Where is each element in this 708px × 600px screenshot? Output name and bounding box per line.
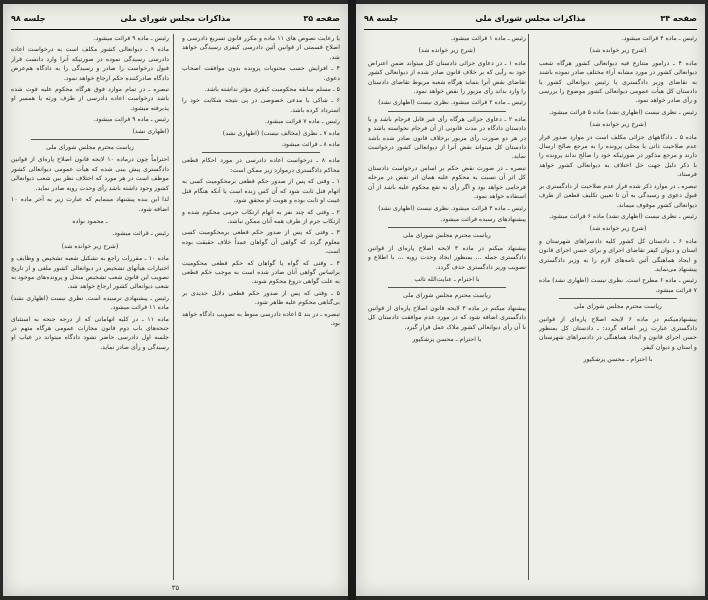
paragraph: ماده ۵ ـ دادگاههای جزائی مکلف است در موارد صدور قرار عدم صلاحیت ذاتی یا محلی پرونده را به مرجع صالح ارسال دارند و مرجع مذکور در صورتیکه خود را صالح نداند پرونده را با ذکر دلیل جهت حل اختلاف به دیوانعالی کشور خواهد فرستاد. bbox=[539, 133, 697, 179]
paragraph: ۳ ـ وقتی که پس از صدور حکم قطعی برمحکومیت کسی معلوم گردد که گواهی آن گواهان عمداً خلاف حقیقت بوده است. bbox=[182, 229, 340, 256]
paragraph: ماده ۱۰ ـ مقررات راجع به تشکیل شعبه تشخیص و وظایف و اختیارات هیأتهای تشخیص در دیوانعالی کشور ملغی و از تاریخ تصویب این قانون شعب تشخیص منحل و پرونده‌های موجود به شعب دیوانعالی کشور ارجاع خواهد شد. bbox=[11, 255, 169, 291]
paragraph: پیشنهادهای رسیده قرائت میشود. bbox=[440, 215, 526, 223]
centered-line: (شرح زیر خوانده شد) bbox=[418, 47, 476, 55]
paragraph: تبصره ـ در تمام موارد فوق هرگاه محکوم علیه فوت شده باشد درخواست اعاده دادرسی از طرف ورثه یا همسر او پذیرفته میشود. bbox=[11, 86, 169, 112]
paragraph: ۴ ـ وقتی که گواه یا گواهان که حکم قطعی محکومیت براساس گواهی آنان صادر شده است به موجب حکم قطعی به علت گواهی دروغ محکوم شوند. bbox=[182, 259, 340, 286]
centered-line: با احترام ـ محسن پزشکپور bbox=[583, 356, 653, 364]
footer-page-number: ۳۵ bbox=[171, 584, 180, 592]
paragraph: ماده ۴ ـ درامور متنازع فیه دیوانعالی کشور هرگاه شعب دیوانعالی کشور در مورد مشابه آراء مختلف صادر نموده باشند به تقاضای وزیر دادگستری یا رئیس دیوانعالی کشور یا دادستان کل هیأت عمومی دیوانعالی کشور موضوع را بررسی و رأی صادر خواهد نمود. bbox=[539, 59, 697, 105]
page-header bbox=[11, 12, 340, 28]
paragraph: یا رعایت نصوص های ۱۱ ماده و مکرر قانون تسریع دادرسی و اصلاح قسمتی از قوانین آئین دادرسی کیفری رسیدگی خواهد شد. bbox=[182, 35, 340, 61]
text-column-right bbox=[539, 34, 697, 580]
paragraph: رئیس ـ ماده ۹ قرائت میشود. bbox=[93, 116, 169, 124]
paragraph: ماده ۹ ـ دیوانعالی کشور مکلف است به درخواست اعاده دادرسی رسیدگی نموده در صورتیکه آنرا وارد دانست قرار قبول درخواست را صادر و رسیدگی را به دادگاه هم‌عرض دادگاه صادرکننده حکم ارجاع خواهد نمود. bbox=[11, 46, 169, 82]
paragraph: رئیس ـ ماده ۹ قرائت میشود. bbox=[93, 35, 169, 42]
page-number: صفحه ۳۴ bbox=[660, 14, 697, 23]
right-page bbox=[356, 4, 705, 596]
text-column-right bbox=[182, 34, 340, 580]
section-divider bbox=[388, 227, 506, 228]
header-rule bbox=[364, 29, 697, 30]
paragraph: احتراماً چون درماده ۱۰ لایحه قانون اصلاح پاره‌ای از قوانین دادگستری پیش بینی شده که هیأت عمومی دیوانعالی کشور موظف است در هر مورد که اختلاف نظر بین شعب دیوانعالی کشور وجود داشته باشد رأی وحدت رویه صادر نماید. bbox=[11, 156, 169, 192]
paragraph: ماده ۶ ـ دادستان کل کشور کلیه دادسراهای شهرستان و استان و دیوان کیفر تقاضای اجرای و برای حسن اجرای قانون و ایجاد هماهنگی آئین نامه‌های لازم را به وزیر دادگستری پیشنهاد می‌نماید. bbox=[539, 237, 697, 273]
paragraph: رئیس ـ ماده ۴ قرائت میشود. bbox=[621, 35, 697, 42]
header-title: مذاکرات مجلس شورای ملی bbox=[120, 14, 231, 23]
paragraph: تبصره ـ در موارد ذکر شده قرار عدم صلاحیت از دادگستری بر قبول دعوی و رسیدگی به آن تا تعیین تکلیف قطعی از طرف دیوانعالی کشور موقوف میماند. bbox=[539, 182, 697, 209]
centered-line: (شرح زیر خوانده شد) bbox=[589, 225, 647, 233]
centered-line: ریاست محترم مجلس شورای ملی bbox=[46, 144, 134, 152]
text-column-left bbox=[368, 34, 526, 580]
paragraph: رئیس ـ ماده ۷ قرائت میشود. bbox=[264, 118, 340, 126]
paragraph: پیشنهادمیکنم در ماده ۶ لایحه اصلاح پاره‌ای از قوانین دادگستری عبارت زیر اضافه گردد: ـ دادستان کل بمنظور حسن اجرای قانون و ایجاد هماهنگی در دادسراهای شهرستان و استان و دیوان کیفر. bbox=[539, 315, 697, 351]
paragraph: رئیس ـ ماده ۳ قرائت میشود. نظری نیست (اظهاری نشد) bbox=[378, 204, 526, 212]
session-number: جلسه ۹۸ bbox=[364, 14, 399, 23]
centered-line: با احترام ـ عنایت‌الله تائب bbox=[414, 275, 480, 283]
paragraph: لذا این بنده پیشنهاد مینمایم که عبارت زیر به آخر ماده ۱۰ اضافه شود. bbox=[11, 196, 169, 213]
paragraph: پیشنهاد میکنم در ماده ۳ لایحه قانون اصلاح پاره‌ای از قوانین دادگستری اضافه شود که در مورد عدم موافقت دادستان کل با آن رأی دیوانعالی کشور ملاک عمل قرار گیرد. bbox=[368, 304, 526, 331]
centered-line: ریاست محترم مجلس شورای ملی bbox=[574, 303, 662, 311]
paragraph: رئیس ـ قرائت میشود. bbox=[112, 230, 169, 238]
paragraph: تبصره ـ در بند ۵ اعاده دادرسی منوط به تصویب دادگاه خواهد بود. bbox=[182, 310, 340, 327]
centered-line: ـ محمود نواده bbox=[72, 217, 108, 225]
column-divider bbox=[173, 34, 174, 580]
centered-line: (شرح زیر خوانده شد) bbox=[589, 121, 647, 129]
paragraph: ۵ ـ وقتی که پس از صدور حکم قطعی دلایل جدیدی بر بی‌گناهی محکوم علیه ظاهر شود. bbox=[182, 289, 340, 307]
paragraph: ماده ۱ ـ در دعاوی جزائی دادستان کل میتواند ضمن اعتراض خود به رأیی که بر خلاف قانون صادر شده از دیوانعالی کشور تقاضای نقض آنرا بنماید هرگاه شعبه مربوط تقاضای دادستان را وارد بداند رأی مزبور را نقض خواهد نمود. bbox=[368, 59, 526, 96]
section-divider bbox=[31, 139, 149, 140]
centered-line: (شرح زیر خوانده شد) bbox=[589, 47, 647, 55]
session-number: جلسه ۹۸ bbox=[11, 14, 46, 23]
paragraph: ماده ۲ ـ دعاوی جزائی هرگاه رأی غیر قابل فرجام باشد و یا دادستان دادگاه در مدت قانونی از آن فرجام نخواسته باشد و در هر دو صورت رأی مزبور برخلاف قانون صادر شده باشد دادستان کل میتواند نقض آنرا از دیوانعالی کشور درخواست نماید. bbox=[368, 115, 526, 161]
centered-line: با احترام ـ محسن پزشکپور bbox=[412, 335, 482, 343]
paragraph: رئیس ـ پیشنهادی نرسیده است. نظری نیست (اظهاری نشد) ماده ۱۱ قرائت میشود. bbox=[11, 294, 169, 312]
section-divider bbox=[202, 152, 320, 153]
text-column-left bbox=[11, 34, 169, 580]
paragraph: ۲ ـ وقتی که چند نفر به اتهام ارتکاب جرمی محکوم شده و ارتکاب جرم از طرف همه آنان ممکن نباشد. bbox=[182, 208, 340, 225]
centered-line: ریاست محترم مجلس شورای ملی bbox=[403, 292, 491, 300]
header-rule bbox=[11, 29, 340, 30]
column-divider bbox=[528, 34, 529, 580]
paragraph: تبصره ـ در صورت نقض حکم بر اساس درخواست دادستان کل اثر آن نسبت به محکوم علیه همان اثر نقض در مرحله فرجامی خواهد بود و اگر رأی به نفع محکوم علیه باشد از آن استفاده خواهد نمود. bbox=[368, 164, 526, 201]
page-number: صفحه ۳۵ bbox=[303, 14, 340, 23]
paragraph: ۶ ـ شاکی یا مدعی خصوصی در پی نتیجه شکایت خود را استرداد کرده باشد. bbox=[182, 97, 340, 114]
paragraph: رئیس ـ ماده ۲ قرائت میشود. نظری نیست (اظهاری نشد) bbox=[378, 99, 526, 107]
section-divider bbox=[388, 111, 506, 112]
section-divider bbox=[388, 287, 506, 288]
paragraph: ماده ۸ ـ درخواست اعاده دادرسی در مورد احکام قطعی محاکم دادگستری درموارد زیر ممکن است: bbox=[182, 157, 340, 174]
paragraph: (اظهاری نشد) bbox=[132, 127, 169, 135]
paragraph: پیشنهاد میکنم در ماده ۳ لایحه اصلاح پاره‌ای از قوانین دادگستری جمله ... بمنظور ایجاد وحدت رویه ... با اطلاع و تصویب وزیر دادگستری حذف گردد. bbox=[368, 244, 526, 271]
paragraph: رئیس ـ ماده ۱ قرائت میشود. bbox=[450, 35, 526, 42]
paragraph: ماده ۷ ـ نظری (مخالف نیست) (اظهاری نشد) bbox=[222, 129, 340, 137]
paragraph: ۱ ـ وقتی که پس از صدور حکم قطعی برمحکومیت کسی به اتهام قتل ثابت شود که آن کس زنده است یا آنکه هنگام قتل غیبت او ثابت بوده و هویت او محقق شود. bbox=[182, 178, 340, 205]
left-page bbox=[3, 4, 348, 596]
header-title: مذاکرات مجلس شورای ملی bbox=[475, 14, 586, 23]
paragraph: ماده ۱۱ ـ در کلیه اتهاماتی که از درجه جنحه به استثنای جنحه‌های باب دوم قانون مجازات عمومی هرگاه متهم در جلسه اول دادرسی حاضر نشود دادگاه میتواند در غیاب او رسیدگی و رأی صادر نماید. bbox=[11, 315, 169, 351]
paragraph: ماده ۸ ـ قرائت میشود. bbox=[281, 141, 340, 149]
paragraph: رئیس ـ نظری نیست (اظهاری نشد) ماده ۶ قرائت میشود. bbox=[549, 212, 697, 220]
paragraph: ۴ ـ افزایش حسب محتویات پرونده بدون موافقت اصحاب دعوی. bbox=[182, 65, 340, 82]
paragraph: رئیس ـ ماده ۶ مطرح است. نظری نیست (اظهاری نشد) ماده ۷ قرائت میشود. bbox=[539, 277, 697, 294]
book-gutter bbox=[348, 0, 356, 600]
paragraph: ۵ ـ مسلم سابقه محکومیت کیفری مؤثر نداشته باشد. bbox=[204, 86, 340, 94]
paragraph: رئیس ـ نظری نیست (اظهاری نشد) ماده ۵ قرائت میشود. bbox=[549, 108, 697, 116]
section-divider bbox=[559, 298, 677, 299]
centered-line: (شرح زیر خوانده شد) bbox=[61, 242, 119, 250]
centered-line: ریاست محترم مجلس شورای ملی bbox=[403, 232, 491, 240]
page-header bbox=[364, 12, 697, 28]
